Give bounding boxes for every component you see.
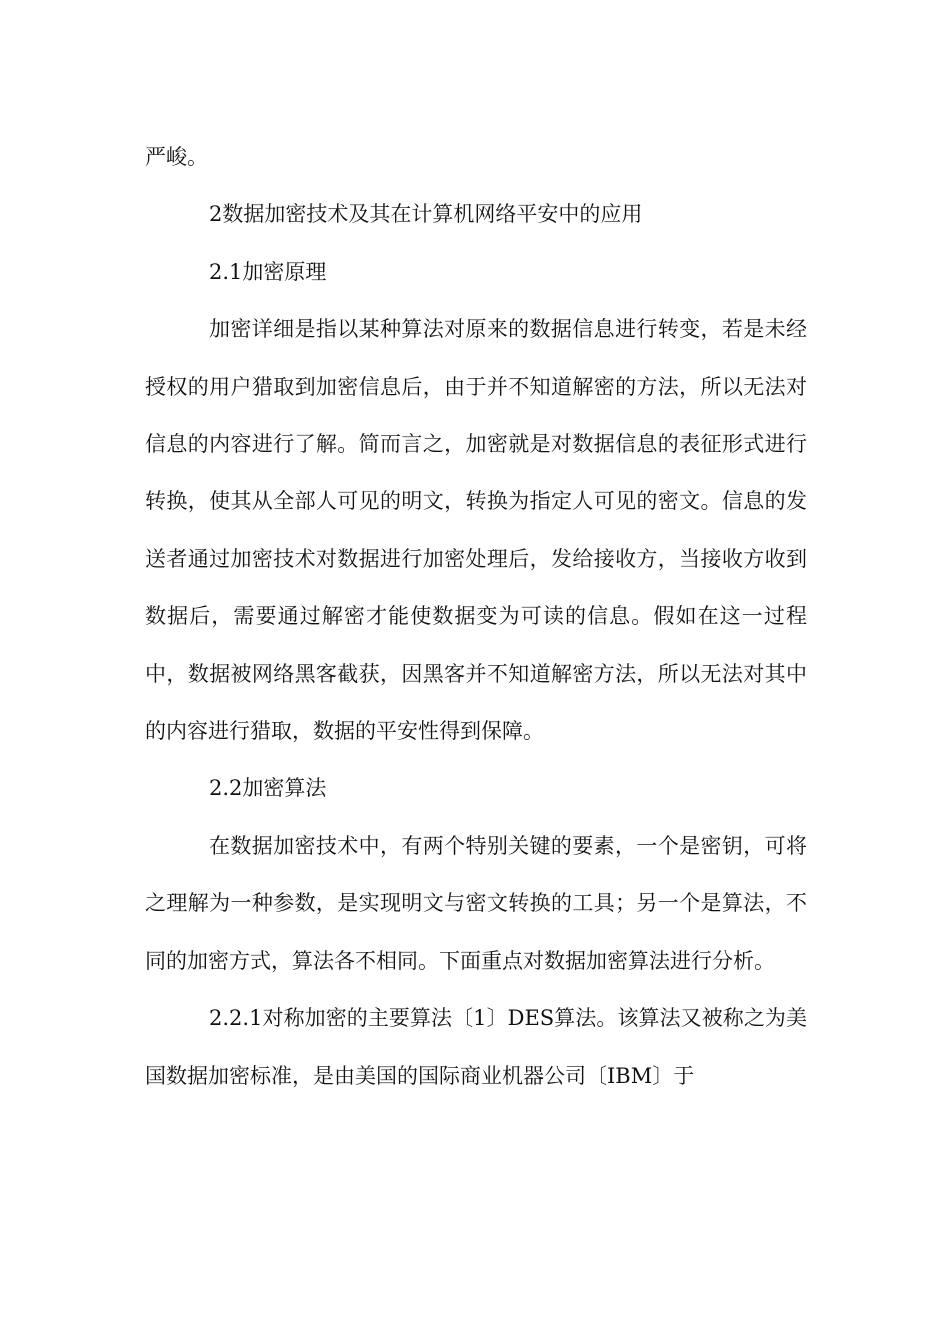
section-heading-2: 2数据加密技术及其在计算机网络平安中的应用 [209,202,643,227]
section-heading-2-2: 2.2加密算法 [209,776,327,801]
document-body [145,129,807,1105]
paragraph-encryption-principle: 加密详细是指以某种算法对原来的数据信息进行转变，若是未经授权的用户猎取到加密信息后，由于并不知道解密的方法，所以无法对信息的内容进行了解。简而言之，加密就是对数据信息的表征形式进行转换，使其从全部人可见的明文，转换为指定人可见的密文。信息的发送者通过加密技术对数据进行加密处理后，发给接收方，当接收方收到数据后，需要通过解密才能使数据变为可读的信息。假如在这一过程中，数据被网络黑客截获，因黑客并不知道解密方法，所以无法对其中的内容进行猎取，数据的平安性得到保障。 [145,317,807,744]
paragraph-symmetric-encryption: 2.2.1对称加密的主要算法〔1〕DES算法。该算法又被称之为美国数据加密标准，是由美国的国际商业机器公司〔IBM〕于 [145,1006,807,1088]
paragraph-continuation: 严峻。 [145,145,208,169]
section-heading-2-1: 2.1加密原理 [209,259,327,284]
paragraph-encryption-algorithms: 在数据加密技术中，有两个特别关键的要素，一个是密钥，可将之理解为一种参数，是实现明文与密文转换的工具；另一个是算法，不同的加密方式，算法各不相同。下面重点对数据加密算法进行分析。 [145,833,807,973]
